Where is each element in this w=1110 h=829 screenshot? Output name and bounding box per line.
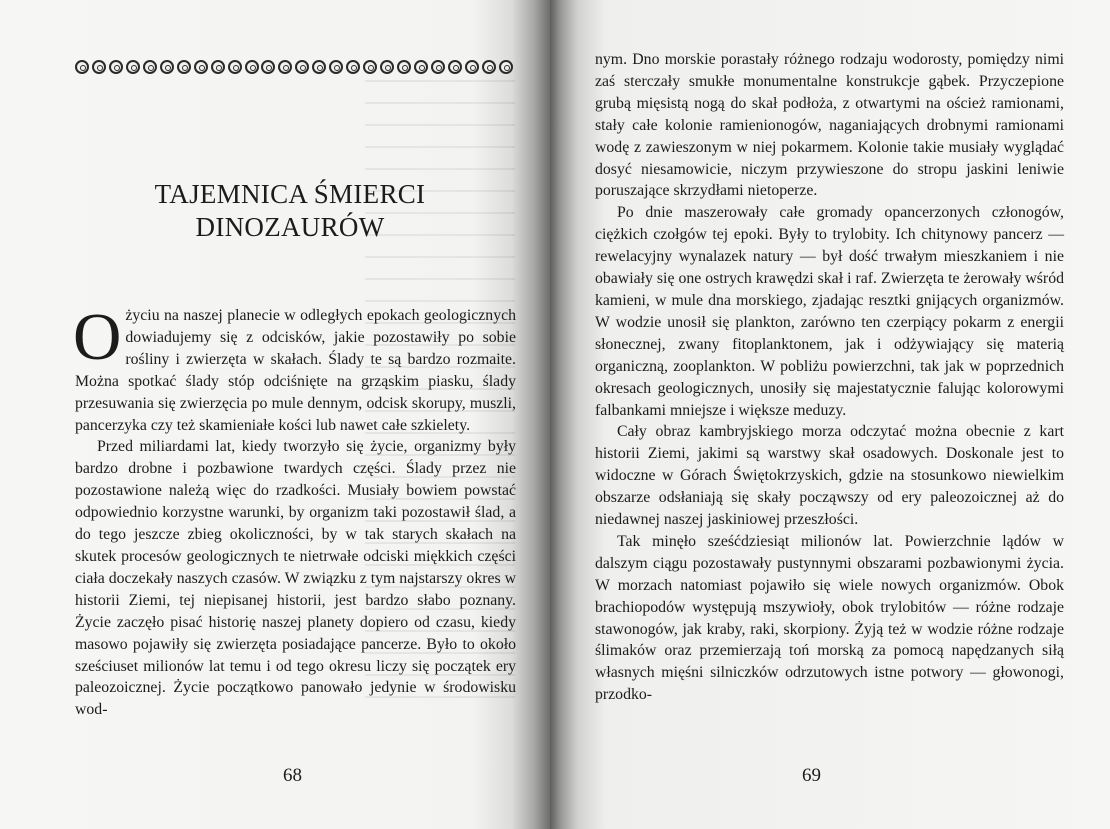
chapter-title-line-1: TAJEMNICA ŚMIERCI xyxy=(154,179,426,209)
ornament-ring-icon xyxy=(448,60,462,74)
paragraph-sixty-million: Tak minęło sześćdziesiąt milionów lat. Powierzchnie lądów w dalszym ciągu pozostawały pustynnymi obszarami pozbawionymi życia. W morzach natomiast pojawiło się wiele nowych organizmów. Obok brachiopodów występują mszywioły, obok trylobitów — różne rodzaje stawonogów, jak kraby, raki, skorpiony. Żyją też w wodzie różne rodzaje ślimaków oraz przemierzają toń morską za pomocą napędzanych siłą własnych mięśni silniczków odrzutowych istne potwory — głowonogi, przodko- xyxy=(595,532,1064,704)
page-number-right: 69 xyxy=(802,765,821,786)
drop-cap: O xyxy=(73,300,122,374)
ornament-ring-icon xyxy=(143,60,157,74)
paragraph-trilobites: Po dnie maszerowały całe gromady opancerzonych członogów, ciężkich czołgów tej epoki. Były to trylobity. Ich chitynowy pancerz — rewelacyjny wynalazek natury — był dość trwałym mieszkaniem i nie obawiały się one ostrych krawędzi skał i raf. Zwierzęta te żerowały wśród kamieni, w mule dna morskiego, zjadając resztki gnijących organizmów. W wodzie unosił się plankton, zarówno ten czerpiący pokarm z energii słonecznej, zwany fitoplanktonem, jak i odżywiający się materią organiczną, zooplankton. W pobliżu powierzchni, tak jak w poprzednich okresach geologicznych, unosiły się majestatycznie falując kolorowymi falbankami mniejsze i większe meduzy. xyxy=(595,204,1064,419)
ornament-ring-icon xyxy=(126,60,140,74)
paragraph-1-text: życiu na naszej planecie w odległych epokach geologicznych dowiadujemy się z odcisków, jakie pozostawiły po sobie rośliny i zwierzęta w skałach. Ślady te są bardzo rozmaite. Można spotkać ślady stóp odciśnięte na grząskim piasku, ślady przesuwania się zwierzęcia po mule dennym, odcisk skorupy, muszli, pancerzyka czy też skamieniałe kości lub nawet całe szkielety. xyxy=(75,307,516,434)
ornament-ring-icon xyxy=(194,60,208,74)
paragraph-2: Przed miliardami lat, kiedy tworzyło się życie, organizmy były bardzo drobne i pozbawione twardych części. Ślady przez nie pozostawione należą więc do rzadkości. Musiały bowiem powstać odpowiednio korzystne warunki, by organizm taki pozostawił ślad, a do tego jeszcze zbieg okoliczności, by w tak starych skałach na skutek procesów geologicznych te nietrwałe odciski miękkich części ciała doczekały naszych czasów. W związku z tym najstarszy okres w historii Ziemi, tej niepisanej historii, jest bardzo słabo poznany. Życie zaczęło pisać historię naszej planety dopiero od czasu, kiedy masowo pojawiły się zwierzęta posiadające pancerze. Było to około sześciuset milionów lat temu i od tego okresu liczy się początek ery paleozoicznej. Życie początkowo panowało jedynie w środowisku wod- xyxy=(75,438,516,719)
chapter-title-line-2: DINOZAURÓW xyxy=(195,212,385,242)
ornament-ring-icon xyxy=(109,60,123,74)
ornament-ring-icon xyxy=(295,60,309,74)
ornament-ring-icon xyxy=(397,60,411,74)
right-page xyxy=(550,0,1110,829)
ornament-border xyxy=(75,58,513,76)
paragraph-continued: nym. Dno morskie porastały różnego rodzaju wodorosty, pomiędzy nimi zaś sterczały smukłe monumentalne konstrukcje gąbek. Przyczepione grubą mięsistą nogą do skał podłoża, z otwartymi na oścież ramionami, stały całe kolonie ramienionogów, naganiających drobnymi ramionami wodę z zawieszonym w niej pokarmem. Kolonie takie musiały wyglądać dosyć niesamowicie, niczym przywieszone do stropu jaskini leniwie poruszające skrzydłami nietoperze. xyxy=(595,51,1064,200)
ornament-ring-icon xyxy=(245,60,259,74)
ornament-ring-icon xyxy=(160,60,174,74)
ornament-ring-icon xyxy=(380,60,394,74)
ornament-ring-icon xyxy=(92,60,106,74)
ornament-ring-icon xyxy=(75,60,89,74)
ornament-ring-icon xyxy=(329,60,343,74)
ornament-ring-icon xyxy=(346,60,360,74)
ornament-ring-icon xyxy=(177,60,191,74)
ornament-ring-icon xyxy=(211,60,225,74)
ornament-ring-icon xyxy=(482,60,496,74)
paragraph-cambrian-sea: Cały obraz kambryjskiego morza odczytać można obecnie z kart historii Ziemi, jakimi są warstwy skał osadowych. Doskonale jest to widoczne w Górach Świętokrzyskich, gdzie na stosunkowo niewielkim obszarze odsłaniają się skały począwszy od ery paleozoicznej aż do niedawnej naszej jaskiniowej przeszłości. xyxy=(595,423,1064,529)
ornament-ring-icon xyxy=(414,60,428,74)
left-page xyxy=(0,0,550,829)
ornament-ring-icon xyxy=(228,60,242,74)
ornament-ring-icon xyxy=(465,60,479,74)
page-number-left: 68 xyxy=(283,765,302,786)
ornament-ring-icon xyxy=(278,60,292,74)
ornament-ring-icon xyxy=(499,60,513,74)
ornament-ring-icon xyxy=(363,60,377,74)
paragraph-1 xyxy=(73,300,516,436)
right-body-text xyxy=(595,49,1064,706)
left-body-text xyxy=(73,300,516,721)
chapter-title xyxy=(80,178,500,244)
ornament-ring-icon xyxy=(431,60,445,74)
ornament-ring-icon xyxy=(312,60,326,74)
ornament-ring-icon xyxy=(261,60,275,74)
